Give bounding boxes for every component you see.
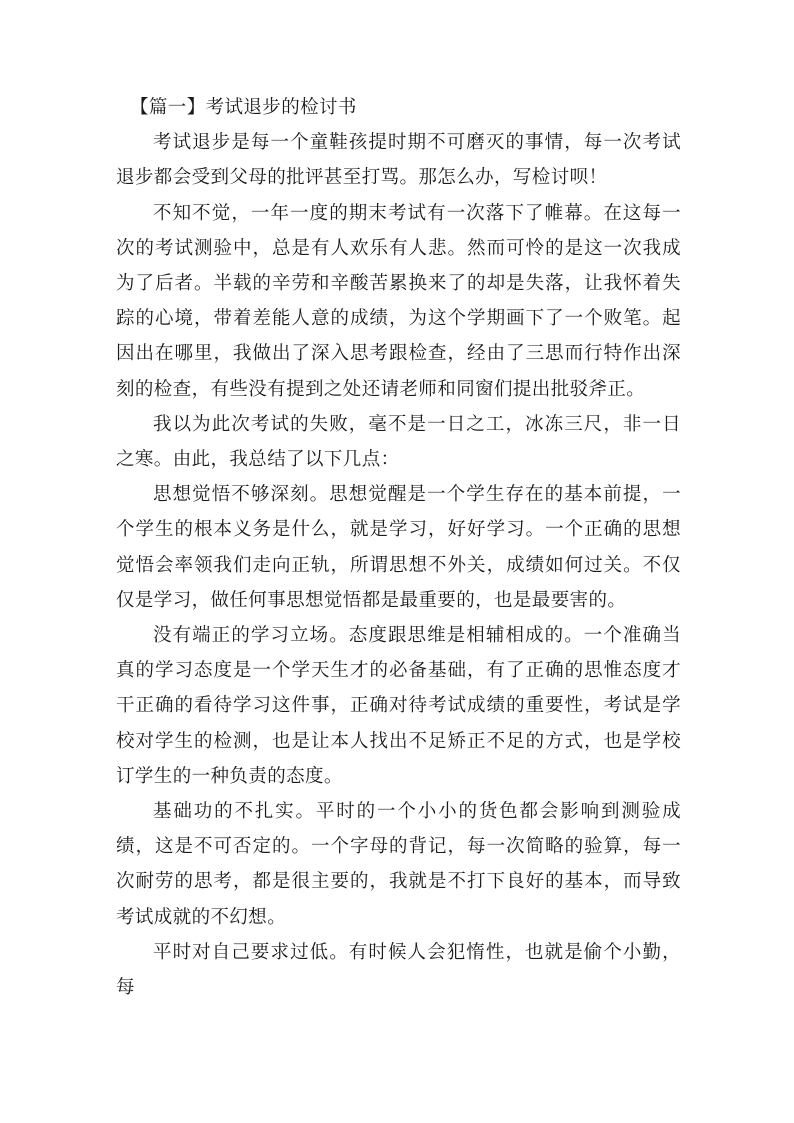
paragraph: 考试退步是每一个童鞋孩提时期不可磨灭的事情，每一次考试退步都会受到父母的批评甚至打骂。那怎么办，写检讨呗！ [116, 132, 681, 189]
paragraph: 我以为此次考试的失败，毫不是一日之工，冰冻三尺，非一日之寒。由此，我总结了以下几点： [116, 413, 681, 471]
document-body [116, 90, 681, 1005]
paragraph: 不知不觉，一年一度的期末考试有一次落下了帷幕。在这每一次的考试测验中，总是有人欢乐有人悲。然而可怜的是这一次我成为了后者。半载的辛劳和辛酸苦累换来了的却是失落，让我怀着失踪的心境，带着差能人意的成绩，为这个学期画下了一个败笔。起因出在哪里，我做出了深入思考跟检查，经由了三思而行特作出深刻的检查，有些没有提到之处还请老师和同窗们提出批驳斧正。 [116, 202, 681, 400]
paragraph: 基础功的不扎实。平时的一个小小的货色都会影响到测验成绩，这是不可否定的。一个字母的背记，每一次简略的验算，每一次耐劳的思考，都是很主要的，我就是不打下良好的基本，而导致考试成就的不幻想。 [116, 801, 681, 928]
paragraph: 没有端正的学习立场。态度跟思维是相辅相成的。一个准确当真的学习态度是一个学天生才的必备基础，有了正确的思惟态度才干正确的看待学习这件事，正确对待考试成绩的重要性，考试是学校对学生的检测，也是让本人找出不足矫正不足的方式，也是学校订学生的一种负责的态度。 [116, 625, 681, 787]
paragraph: 平时对自己要求过低。有时候人会犯惰性，也就是偷个小勤，每 [116, 941, 681, 999]
document-title: 【篇一】考试退步的检讨书 [130, 97, 357, 118]
paragraph: 思想觉悟不够深刻。思想觉醒是一个学生存在的基本前提，一个学生的根本义务是什么，就是学习，好好学习。一个正确的思想觉悟会率领我们走向正轨，所谓思想不外关，成绩如何过关。不仅仅是学习，做任何事思想觉悟都是最重要的，也是最要害的。 [116, 484, 681, 611]
